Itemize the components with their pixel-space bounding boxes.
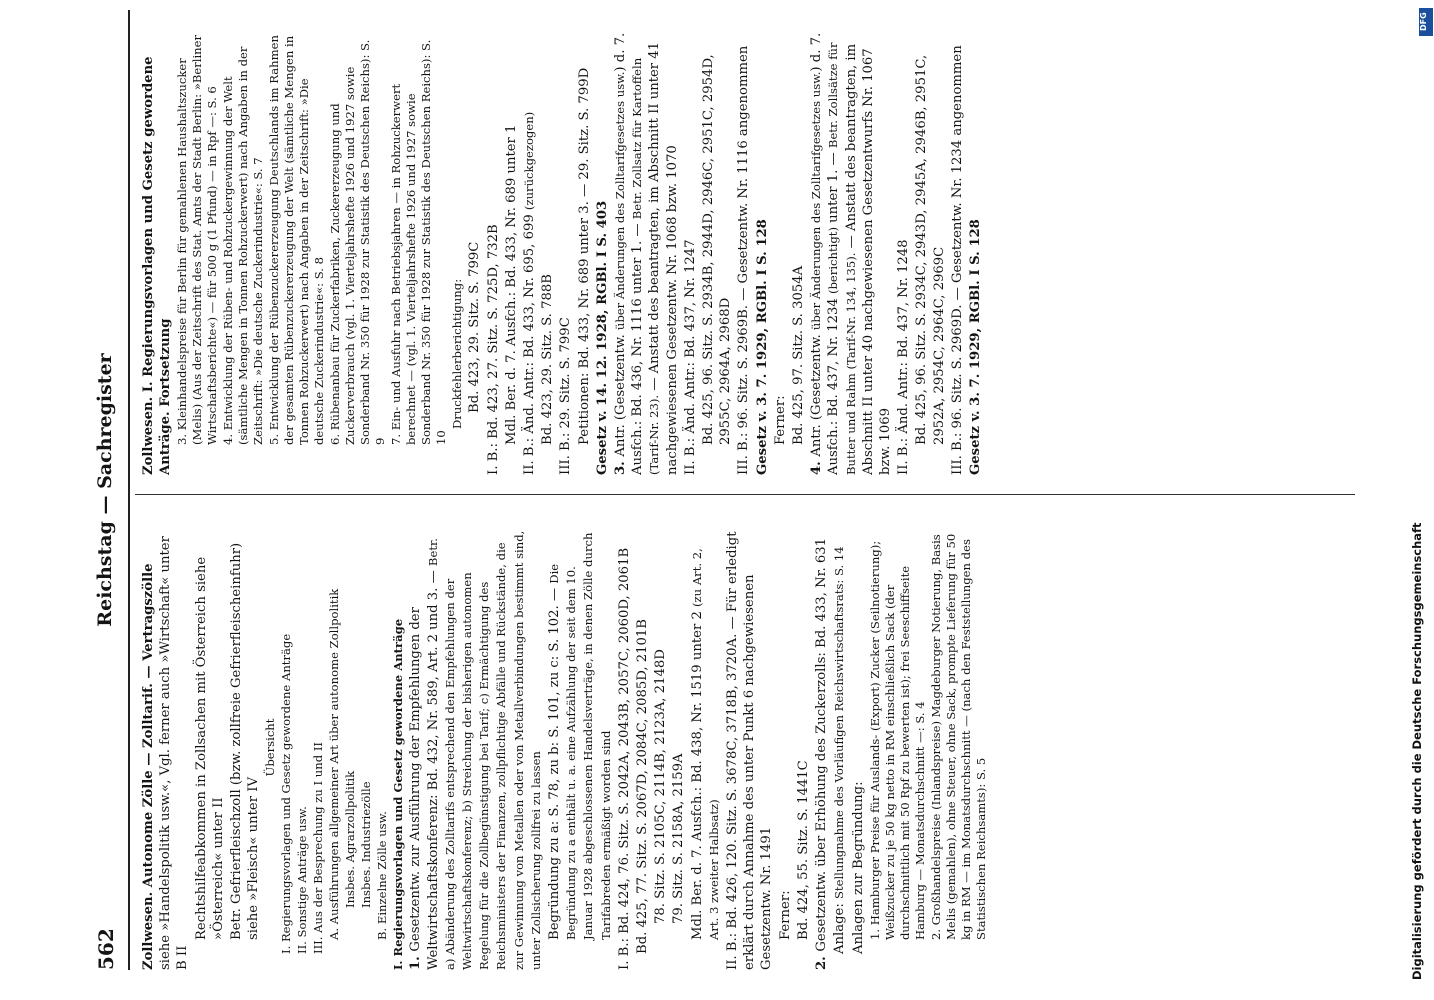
entry-text: Mdl. Ber. d. 7. Ausfch.: Bd. 433, Nr. 689 unter 1 [503,124,519,445]
entry-text: siehe »Handelspolitik usw.«, Vgl. ferner auch »Wirtschaft« unter B II [158,536,191,970]
register-entry [546,525,615,970]
entry-text: Gesetzentw. zur Ausführung der Empfehlungen der Weltwirtschaftskonferenz: Bd. 432, Nr. 589, Art. 2 und 3. — [408,566,441,970]
entry-text: Anlage: [832,899,848,954]
entry-heading-text: Gesetz v. 14. 12. 1928, RGBl. I S. 403 [594,200,610,475]
register-entry [359,525,374,970]
register-entry [868,525,928,970]
entry-text: Druckfehlerberichtigung: [450,278,465,429]
register-entry [521,30,538,475]
entry-text: I. B.: Bd. 423, 27. Sitz. S. 725D, 732B [485,224,501,475]
entry-text: Anlagen zur Begründung: [850,781,866,954]
entry-text: Bd. 425, 96. Sitz. S. 2934C, 2943D, 2945A, 2946B, 2951C, 2952A, 2954C, 2964C, 2969C [914,54,947,445]
entry-text: Bd. 425, 77. Sitz. S. 2067D, 2084C, 2085D, 2101B [635,619,651,954]
register-entry [850,525,867,970]
register-entry [391,525,406,970]
entry-text: unter 1. — [826,148,842,228]
register-entry [140,30,174,475]
register-entry [576,30,593,475]
column-divider [135,494,1355,495]
entry-text: über Änderungen des Zolltarifgesetzes usw. [613,71,628,331]
register-entry [724,525,776,970]
register-entry [831,525,848,970]
register-entry [221,30,266,475]
register-entry [175,30,220,475]
entry-text: Betr. Zollsatz für Kartoffeln (Tarif-Nr. 23). [630,57,662,475]
register-entry [389,30,449,475]
entry-text: ) d. 7. Ausfch.: Bd. 436, Nr. 1116 unter 1. — [613,32,646,475]
entry-text: III. B.: 29. Sitz. S. 799C [558,317,574,475]
entry-text: Ferner: [772,395,788,445]
entry-heading-text: Zollwesen. [141,887,156,970]
register-entry [503,30,520,475]
register-entry [652,525,669,970]
entry-heading-text: 3. [613,456,629,475]
page-header [88,10,128,970]
page-title: Reichstag — Sachregister [94,353,116,627]
entry-heading-text: 2. [814,951,830,970]
entry-text: Gesetzentw. über Erhöhung des Zuckerzolls: Bd. 433, Nr. 631 [814,537,830,952]
entry-text: Petitionen: Bd. 433, Nr. 689 unter 3. — 29. Sitz. S. 799D [576,67,592,445]
entry-text: Bd. 425, 97. Sitz. S. 3054A [791,265,807,445]
entry-text: A. Ausführungen allgemeiner Art über autonome Zollpolitik [327,588,342,940]
entry-text: Die Begründung zu a enthält u. a. eine Aufzählung der seit dem 10. Januar 1928 abgeschlossenen Handelsverträge, in denen Zölle durch Tarifabreden ermäßigt worden sind [547,532,613,940]
register-entry [895,30,912,475]
entry-heading-text: 1. [408,951,424,970]
entry-text: 5. Entwicklung der Rübenzuckererzeugung Deutschlands im Rahmen der gesamten Rübenzuckererzeugung der Welt (sämtliche Mengen in Tonnen Rohzuckerwert) nach Angaben in der Zeitschrift: »Die deutsche Zuckerindustrie«: S. 8 [267,35,327,445]
entry-text: I. B.: Bd. 424, 76. Sitz. S. 2042A, 2043B, 2057C, 2060D, 2061B [616,547,632,970]
entry-text: 79. Sitz. S. 2158A, 2159A [671,753,687,924]
register-entry [193,525,227,970]
register-entry [700,30,734,475]
register-entry [790,30,807,475]
entry-text: 4. Entwicklung der Rüben- und Rohzuckergewinnung der Welt (sämtliche Mengen in Tonnen Rohzuckerwert) nach Angaben in der Zeitschrift: »Die deutsche Zuckerindustrie«: S. 7 [221,46,266,445]
register-entry [343,525,358,970]
entry-text: Insbes. Agrarzollpolitik [343,770,358,908]
entry-text: B. Einzelne Zölle usw. [375,811,390,940]
register-entry [140,525,192,970]
entry-text: Antr. (Gesetzentw. [809,330,825,457]
entry-text: — Anstatt des beantragten, im Abschnitt II unter 41 nachgewiesenen Gesetzentw. Nr. 1068 bzw. 1070 [647,41,680,475]
register-entry [267,30,327,475]
register-entry [407,525,545,970]
entry-text: 7. Ein- und Ausfuhr nach Betriebsjahren — in Rohzuckerwert berechnet — (vgl. 1. Vierteljahrshefte 1926 und 1927 sowie Sonderband Nr. 350 für 1928 zur Statistik des Deutschen Reichs): S. 10 [389,39,449,445]
register-entry [967,30,984,475]
dfg-logo: DFG [1419,8,1433,36]
entry-text: (zu Art. 2, Art. 3 zweiter Halbsatz) [689,548,721,940]
entry-text: III. Aus der Besprechung zu I und II [311,742,326,954]
register-entry [375,525,390,970]
entry-text: Betr. Zollsätze für Butter und Rahm (Tarif-Nr. 134, 135). [826,42,858,475]
entry-text: Bd. 423, 29. Sitz. S. 788B [540,274,556,445]
entry-text: (zurückgezogen) [522,111,537,211]
register-entry [263,525,278,970]
entry-text: III. B.: 96. Sitz. S. 2969B. — Gesetzentw. Nr. 1116 angenommen [736,45,752,475]
entry-text: Stellungnahme des Vorläufigen Reichswirtschaftsrats: S. 14 [832,546,847,900]
entry-heading-text: Zollwesen. [141,392,156,475]
entry-heading-text: 4. [809,456,825,475]
entry-text: 6. Rübenanbau für Zuckerfabriken, Zuckererzeugung und Zuckerverbrauch (vgl. 1. Vierteljahrshefte 1926 und 1927 sowie Sonderband Nr. 350 für 1928 zur Statistik des Deutschen Reichs): S. 9 [328,39,388,445]
register-entry [466,30,483,475]
entry-text: über Änderungen des Zolltarifgesetzes usw. [809,71,824,331]
register-entry [612,30,681,475]
register-entry [279,525,294,970]
register-entry [616,525,633,970]
digitization-credit-bar [1400,0,1434,1000]
entry-text: I. Regierungsvorlagen und Gesetz gewordene Anträge [391,618,406,970]
register-entry [777,525,794,970]
entry-text: I. Regierungsvorlagen und Gesetz gewordene Anträge [279,633,294,954]
register-entry [949,30,966,475]
entry-text: III. B.: 96. Sitz. S. 2969D. — Gesetzentw. Nr. 1234 angenommen [949,45,965,475]
register-entry [772,30,789,475]
entry-text: II. B.: Änd. Antr.: Bd. 437, Nr. 1248 [896,239,912,475]
entry-text: II. B.: Bd. 426, 120. Sitz. S. 3678C, 3718B, 3720A. — Für erledigt erklärt durch Annahme des unter Punkt 6 nachgewiesenen Gesetzentw. Nr. 1491 [725,531,775,970]
register-entry [929,525,989,970]
register-entry [594,30,611,475]
entry-text: Insbes. Industriezölle [359,781,374,908]
entry-heading-text: Gesetz v. 3. 7. 1929, RGBl. I S. 128 [968,219,984,475]
left-column [140,525,1355,970]
entry-text: 78. Sitz. S. 2105C, 2114B, 2123A, 2148D [653,649,669,924]
entry-text: Begründung zu a: S. 78, zu b: S. 101, zu c: S. 102. — [547,583,563,940]
entry-text: Mdl. Ber. d. 7. Ausfch.: Bd. 438, Nr. 1519 unter 2 [689,606,705,940]
page-number: 562 [94,928,118,970]
register-entry [808,30,894,475]
register-entry [327,525,342,970]
entry-text: Rechtshilfeabkommen in Zollsachen mit Österreich siehe »Österreich« unter II [193,556,226,940]
document-page [80,0,1370,1000]
entry-text: Betr. Gefrierfleischzoll (bzw. zollfreie Gefrierfleischeinfuhr) siehe »Fleisch« unter IV [229,542,262,940]
entry-text: Betr. a) Abänderung des Zolltarifs entsprechend den Empfehlungen der Weltwirtschaftskonferenz; b) Streichung der bisherigen autonomen Regelung für die Zollbegünstigung bei Tarif; c) Ermächtigung des Reichsministers der Finanzen, zollpflichtige Abfälle und Rückstände, die zur Gewinnung von Metallen oder von Metallverbindungen bestimmt sind, unter Zollsicherung zollfrei zu lassen [425,530,543,970]
register-entry [689,525,723,970]
entry-text: Bd. 423, 29. Sitz. S. 799C [467,241,483,413]
register-entry [557,30,574,475]
register-entry [485,30,502,475]
register-entry [634,525,651,970]
register-entry [450,30,465,475]
register-entry [670,525,687,970]
header-rule [128,10,130,970]
entry-text: Übersicht [263,718,278,777]
entry-text: 1. Hamburger Preise für Auslands- (Export) Zucker (Seilnotierung); Weißzucker zu je 50 kg netto in RM einschließlich Sack (der durchschnittlich mit 50 Rpf zu bewerten ist); frei Seeschiffseite Hamburg — Monatsdurchschnitt —: S. 4 [867,540,927,940]
entry-text: (berichtigt) [826,227,841,295]
register-entry [295,525,310,970]
register-entry [735,30,752,475]
entry-text: II. B.: Änd. Antr.: Bd. 437, Nr. 1247 [682,239,698,475]
register-entry [539,30,556,475]
digitization-credit: Digitalisierung gefördert durch die Deutsche Forschungsgemeinschaft [1410,522,1424,980]
right-column [140,30,1355,475]
entry-heading-text: Autonome Zölle — Zolltarif. — Vertragszölle [141,563,156,888]
register-entry [328,30,388,475]
register-entry [228,525,262,970]
entry-text: Ferner: [777,890,793,940]
entry-text: II. Sonstige Anträge usw. [295,806,310,954]
register-entry [682,30,699,475]
entry-text: — Anstatt des beantragten, im Abschnitt II unter 40 nachgewiesenen Gesetzentwurfs Nr. 1067 bzw. 1069 [843,43,894,475]
entry-text: ) d. 7. Ausfch.: Bd. 437, Nr. 1234 [809,32,842,475]
entry-text: 2. Großhandelspreise (Inlandspreise) Magdeburger Notierung, Basis Melis (gemahlen), ohne Steuer, ohne Sack, prompte Lieferung für 50 kg in RM — im Monatsdurchschnitt — (nach den Feststellungen des Statistischen Reichsamts): S. 5 [928,533,988,940]
entry-text: II. B.: Änd. Antr.: Bd. 433, Nr. 695, 699 [522,210,538,475]
entry-heading-text: I. Regierungsvorlagen und Gesetz gewordene Anträge. Fortsetzung [141,56,174,475]
entry-text: Antr. (Gesetzentw. [613,330,629,457]
register-entry [813,525,830,970]
entry-text: 3. Kleinhandelspreise für Berlin für gemahlenen Haushaltszucker (Melis) (Aus der Zeitschrift des Stat. Amts der Stadt Berlin: »Berliner Wirtschaftsberichte«) — für 500 g (1 Pfund) — in Rpf —: S. 6 [175,34,220,445]
entry-text: Bd. 424, 55. Sitz. S. 1441C [795,760,811,940]
register-entry [913,30,947,475]
register-entry [754,30,771,475]
register-entry [795,525,812,970]
entry-heading-text: Gesetz v. 3. 7. 1929, RGBl. I S. 128 [754,219,770,475]
entry-text: Bd. 425, 96. Sitz. S. 2934B, 2944D, 2946C, 2951C, 2954D, 2955C, 2964A, 2968D [701,54,734,445]
register-entry [311,525,326,970]
